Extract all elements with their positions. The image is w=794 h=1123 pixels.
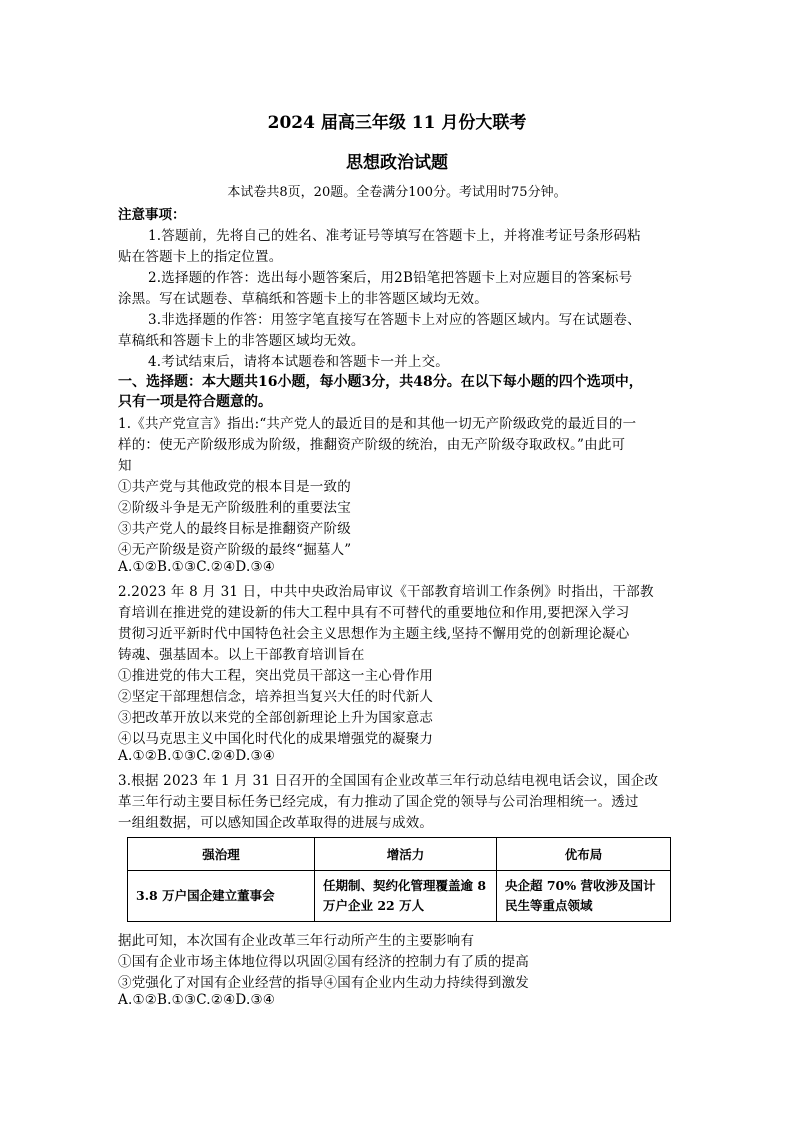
section-heading-cont: 只有一项是符合题意的。 (118, 394, 272, 410)
q3-after-text: 据此可知，本次国有企业改革三年行动所产生的主要影响有 (118, 933, 475, 949)
q3-option: ①国有企业市场主体地位得以巩固②国有经济的控制力有了质的提高 (118, 954, 529, 970)
q1-option: ①共产党与其他政党的根本目是一致的 (118, 479, 351, 495)
note-line: 草稿纸和答题卡上的非答题区域均无效。 (118, 333, 365, 349)
q1-stem: 1.《共产党宣言》指出:“共产党人的最近目的是和其他一切无产阶级政党的最近目的一 (118, 416, 637, 432)
table-header-row (128, 838, 671, 871)
q1-answers: A.①②B.①③C.②④D.③④ (118, 559, 276, 575)
exam-title: 2024 届高三年级 11 月份大联考 (267, 113, 527, 133)
q2-answers: A.①②B.①③C.②④D.③④ (118, 748, 276, 764)
q1-stem: 样的：使无产阶级形成为阶级，推翻资产阶级的统治，由无产阶级夺取政权。”由此可 (118, 437, 626, 453)
table-header-cell: 增活力 (315, 838, 497, 871)
table-row (128, 871, 671, 922)
q1-option: ③共产党人的最终目标是推翻资产阶级 (118, 521, 351, 537)
note-line: 贴在答题卡上的指定位置。 (118, 249, 283, 265)
note-line: 4.考试结束后，请将本试题卷和答题卡一并上交。 (148, 354, 449, 370)
q2-option: ③把改革开放以来党的全部创新理论上升为国家意志 (118, 710, 434, 726)
q3-option: ③党强化了对国有企业经营的指导④国有企业内生动力持续得到激发 (118, 975, 529, 991)
note-line: 涂黑。写在试题卷、草稿纸和答题卡上的非答题区域均无效。 (118, 291, 488, 307)
exam-info: 本试卷共8页，20题。全卷满分100分。考试用时75分钟。 (227, 185, 567, 200)
table-cell: 任期制、契约化管理覆盖逾 8 万户企业 22 万人 (315, 871, 497, 922)
q2-stem: 铸魂、强基固本。以上干部教育培训旨在 (118, 647, 365, 663)
q1-option: ④无产阶级是资产阶级的最终“掘墓人” (118, 542, 352, 558)
q2-option: ①推进党的伟大工程，突出党员干部这一主心骨作用 (118, 668, 434, 684)
notes-heading: 注意事项： (118, 207, 186, 223)
note-line: 1.答题前，先将自己的姓名、准考证号等填写在答题卡上，并将准考证号条形码粘 (148, 228, 641, 244)
table-header-cell: 强治理 (128, 838, 315, 871)
q1-option: ②阶级斗争是无产阶级胜利的重要法宝 (118, 500, 351, 516)
table-header-cell: 优布局 (497, 838, 671, 871)
table-cell: 3.8 万户国企建立董事会 (128, 871, 315, 922)
q3-answers: A.①②B.①③C.②④D.③④ (118, 992, 276, 1008)
q2-option: ④以马克思主义中国化时代化的成果增强党的凝聚力 (118, 731, 434, 747)
reform-data-table (127, 837, 671, 922)
subject-title: 思想政治试题 (346, 153, 448, 173)
q2-stem: 育培训在推进党的建设新的伟大工程中具有不可替代的重要地位和作用,要把深入学习 (118, 605, 630, 621)
q3-stem: 一组组数据，可以感知国企改革取得的进展与成效。 (118, 815, 434, 831)
q2-option: ②坚定干部理想信念，培养担当复兴大任的时代新人 (118, 689, 434, 705)
note-line: 2.选择题的作答：选出每小题答案后，用2B铅笔把答题卡上对应题目的答案标号 (148, 270, 633, 286)
section-heading: 一、选择题：本大题共16小题，每小题3分，共48分。在以下每小题的四个选项中， (118, 374, 643, 390)
q2-stem: 2.2023 年 8 月 31 日，中共中央政治局审议《干部教育培训工作条例》时指出，干部教 (118, 584, 654, 600)
q1-stem: 知 (118, 458, 132, 474)
q3-stem: 革三年行动主要目标任务已经完成，有力推动了国企党的领导与公司治理相统一。透过 (118, 794, 639, 810)
q2-stem: 贯彻习近平新时代中国特色社会主义思想作为主题主线,坚持不懈用党的创新理论凝心 (118, 626, 630, 642)
note-line: 3.非选择题的作答：用签字笔直接写在答题卡上对应的答题区域内。写在试题卷、 (148, 312, 641, 328)
q3-stem: 3.根据 2023 年 1 月 31 日召开的全国国有企业改革三年行动总结电视电话会议，国企改 (118, 773, 659, 789)
table-cell: 央企超 70% 营收涉及国计民生等重点领域 (497, 871, 671, 922)
